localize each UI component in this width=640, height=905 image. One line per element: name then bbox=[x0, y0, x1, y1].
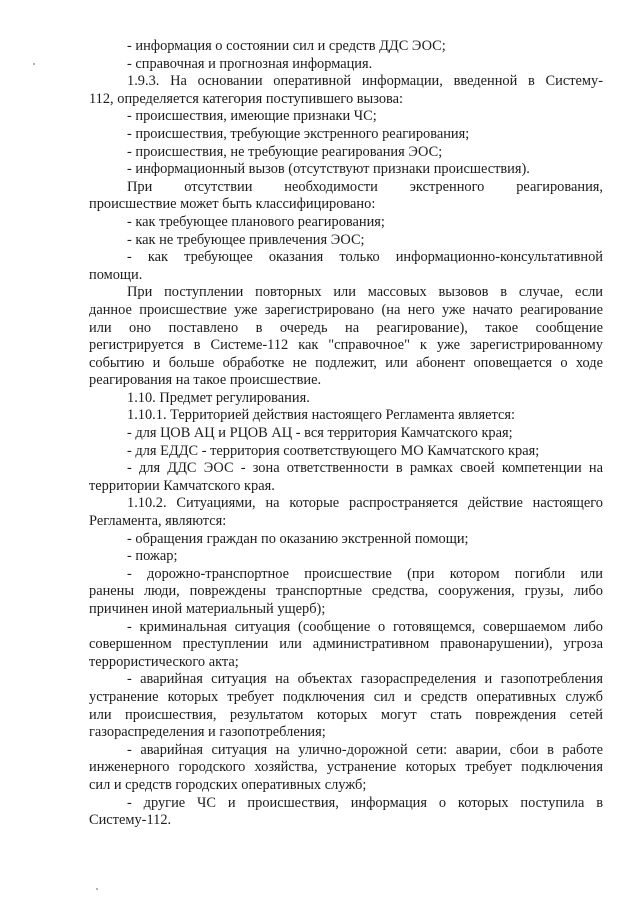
text-line: 1.10. Предмет регулирования. bbox=[127, 389, 310, 406]
text-line: - для ЦОВ АЦ и РЦОВ АЦ - вся территория Камчатского края; bbox=[127, 425, 513, 442]
text-line: - аварийная ситуация на улично-дорожной сети: аварии, сбои в работе bbox=[127, 741, 603, 758]
text-line: данное происшествие уже зарегистрировано (на него уже начато реагирование bbox=[89, 301, 603, 318]
text-line: или оно поставлено в очередь на реагирование), такое сообщение bbox=[89, 319, 603, 336]
text-line: 112, определяется категория поступившего вызова: bbox=[89, 90, 404, 107]
text-line: Регламента, являются: bbox=[89, 513, 227, 530]
text-line: или происшествия, результатом которых могут стать повреждения сетей bbox=[89, 706, 603, 723]
text-line: регистрируется в Системе-112 как "справочное" к уже зарегистрированному bbox=[89, 337, 603, 354]
text-line: территории Камчатского края. bbox=[89, 477, 275, 494]
text-line: помощи. bbox=[89, 266, 143, 283]
text-line: событию и больше обработке не подлежит, или абонент оповещается о ходе bbox=[89, 354, 603, 371]
text-line: - другие ЧС и происшествия, информация о которых поступила в bbox=[127, 794, 603, 811]
text-line: - для ЕДДС - территория соответствующего МО Камчатского края; bbox=[127, 442, 540, 459]
text-line: - обращения граждан по оказанию экстренной помощи; bbox=[127, 530, 469, 547]
text-line: происшествие может быть классифицировано: bbox=[89, 196, 376, 213]
scan-speck bbox=[96, 888, 98, 890]
text-line: - пожар; bbox=[127, 548, 178, 565]
text-line: совершенном преступлении или административном правонарушении), угроза bbox=[89, 636, 603, 653]
text-line: 1.10.2. Ситуациями, на которые распространяется действие настоящего bbox=[127, 495, 603, 512]
text-line: - криминальная ситуация (сообщение о готовящемся, совершаемом либо bbox=[127, 618, 603, 635]
text-line: - информация о состоянии сил и средств ДДС ЭОС; bbox=[127, 38, 446, 54]
text-line: инженерного городского хозяйства, устранение которых требует подключения bbox=[89, 759, 603, 776]
document-body bbox=[89, 38, 603, 830]
text-line: - для ДДС ЭОС - зона ответственности в рамках своей компетенции на bbox=[127, 460, 603, 477]
text-line: газораспределения и газопотребления; bbox=[89, 724, 326, 741]
text-line: При отсутствии необходимости экстренного реагирования, bbox=[127, 178, 603, 195]
text-line: причинен иной материальный ущерб); bbox=[89, 601, 326, 617]
text-line: При поступлении повторных или массовых вызовов в случае, если bbox=[127, 284, 603, 301]
text-line: 1.10.1. Территорией действия настоящего Регламента является: bbox=[127, 407, 515, 424]
text-line: реагирования на такое происшествие. bbox=[89, 372, 322, 389]
text-line: сил и средств городских оперативных служб; bbox=[89, 776, 367, 793]
text-line: - аварийная ситуация на объектах газораспределения и газопотребления bbox=[127, 671, 603, 688]
text-line: - как требующее оказания только информационно-консультативной bbox=[127, 249, 603, 266]
text-line: - справочная и прогнозная информация. bbox=[127, 55, 373, 72]
text-line: - происшествия, требующие экстренного реагирования; bbox=[127, 125, 470, 142]
text-line: ранены люди, повреждены транспортные средства, сооружения, грузы, либо bbox=[89, 583, 603, 600]
scan-speck bbox=[33, 63, 35, 65]
text-line: Систему-112. bbox=[89, 812, 172, 829]
text-line: - дорожно-транспортное происшествие (при котором погибли или bbox=[127, 565, 603, 582]
text-line: террористического акта; bbox=[89, 653, 239, 670]
text-line: - информационный вызов (отсутствуют признаки происшествия). bbox=[127, 161, 530, 178]
text-line: - происшествия, не требующие реагирования ЭОС; bbox=[127, 143, 443, 160]
text-line: - как не требующее привлечения ЭОС; bbox=[127, 231, 365, 248]
text-line: - как требующее планового реагирования; bbox=[127, 213, 385, 230]
text-line: 1.9.3. На основании оперативной информации, введенной в Систему- bbox=[127, 73, 603, 90]
text-line: - происшествия, имеющие признаки ЧС; bbox=[127, 108, 377, 125]
text-line: устранение которых требует подключения сил и средств оперативных служб bbox=[89, 688, 603, 705]
